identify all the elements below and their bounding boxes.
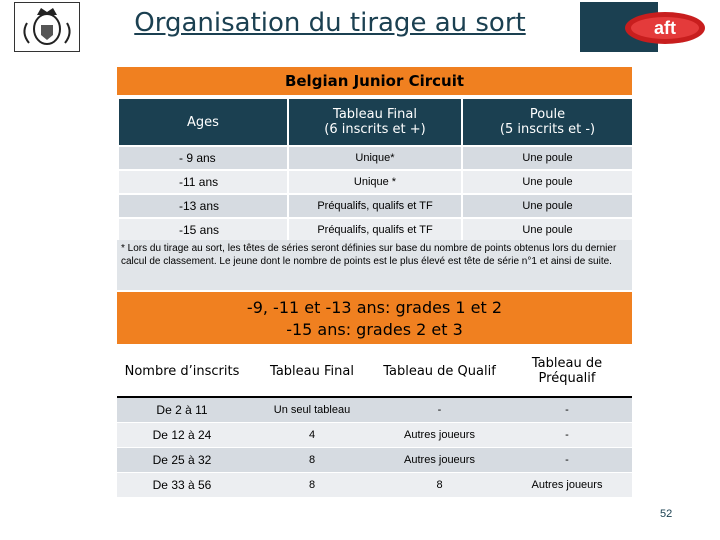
prequalif-cell: - <box>502 448 632 473</box>
header-poule: Poule (5 inscrits et -) <box>462 98 633 146</box>
tf-cell: Préqualifs, qualifs et TF <box>288 218 462 242</box>
age-cell: -15 ans <box>118 218 288 242</box>
table2-title <box>117 292 632 344</box>
table-row <box>117 397 632 423</box>
table-row <box>118 194 633 218</box>
table-row <box>118 218 633 242</box>
header-ages: Ages <box>118 98 288 146</box>
age-cell: -13 ans <box>118 194 288 218</box>
header-tableau-prequalif: Tableau de Préqualif <box>502 346 632 397</box>
inscrits-cell: De 25 à 32 <box>117 448 247 473</box>
qualif-cell: 8 <box>377 473 502 498</box>
tf-cell: 8 <box>247 473 377 498</box>
poule-cell: Une poule <box>462 194 633 218</box>
page-title: Organisation du tirage au sort <box>134 8 526 38</box>
tf-cell: 8 <box>247 448 377 473</box>
header-tableau-final: Tableau Final <box>247 346 377 397</box>
tf-cell: Unique* <box>288 146 462 170</box>
table-row <box>118 146 633 170</box>
header-nombre-inscrits: Nombre d’inscrits <box>117 346 247 397</box>
tf-cell: Préqualifs, qualifs et TF <box>288 194 462 218</box>
age-table <box>117 97 634 243</box>
prequalif-cell: - <box>502 397 632 423</box>
age-cell: -11 ans <box>118 170 288 194</box>
tf-cell: Un seul tableau <box>247 397 377 423</box>
tf-cell: Unique * <box>288 170 462 194</box>
footnote: * Lors du tirage au sort, les têtes de séries seront définies sur base du nombre de points obtenus lors du dernier calcul de classement. Le jeune dont le nombre de points est le plus élevé est tête de série n°1 et ainsi de suite. <box>117 240 632 290</box>
tf-cell: 4 <box>247 423 377 448</box>
table-row <box>117 473 632 498</box>
table2-title-line1: -9, -11 et -13 ans: grades 1 et 2 <box>246 298 503 317</box>
poule-cell: Une poule <box>462 218 633 242</box>
page-number: 52 <box>660 508 673 520</box>
crest-logo <box>14 2 80 52</box>
prequalif-cell: - <box>502 423 632 448</box>
table-row <box>117 423 632 448</box>
qualif-cell: Autres joueurs <box>377 423 502 448</box>
slide-header <box>0 0 720 56</box>
table-row <box>117 448 632 473</box>
prequalif-cell: Autres joueurs <box>502 473 632 498</box>
qualif-cell: - <box>377 397 502 423</box>
table-header-row <box>118 98 633 146</box>
poule-cell: Une poule <box>462 146 633 170</box>
age-cell: - 9 ans <box>118 146 288 170</box>
table1-title: Belgian Junior Circuit <box>117 67 632 95</box>
registrations-table <box>117 346 632 498</box>
aft-logo <box>620 8 710 48</box>
table2-title-line2: -15 ans: grades 2 et 3 <box>286 320 463 339</box>
table-row <box>118 170 633 194</box>
aft-logo-text: aft <box>654 18 676 38</box>
table-header-row <box>117 346 632 397</box>
header-tableau-final: Tableau Final (6 inscrits et +) <box>288 98 462 146</box>
poule-cell: Une poule <box>462 170 633 194</box>
qualif-cell: Autres joueurs <box>377 448 502 473</box>
inscrits-cell: De 33 à 56 <box>117 473 247 498</box>
inscrits-cell: De 2 à 11 <box>117 397 247 423</box>
inscrits-cell: De 12 à 24 <box>117 423 247 448</box>
header-tableau-qualif: Tableau de Qualif <box>377 346 502 397</box>
